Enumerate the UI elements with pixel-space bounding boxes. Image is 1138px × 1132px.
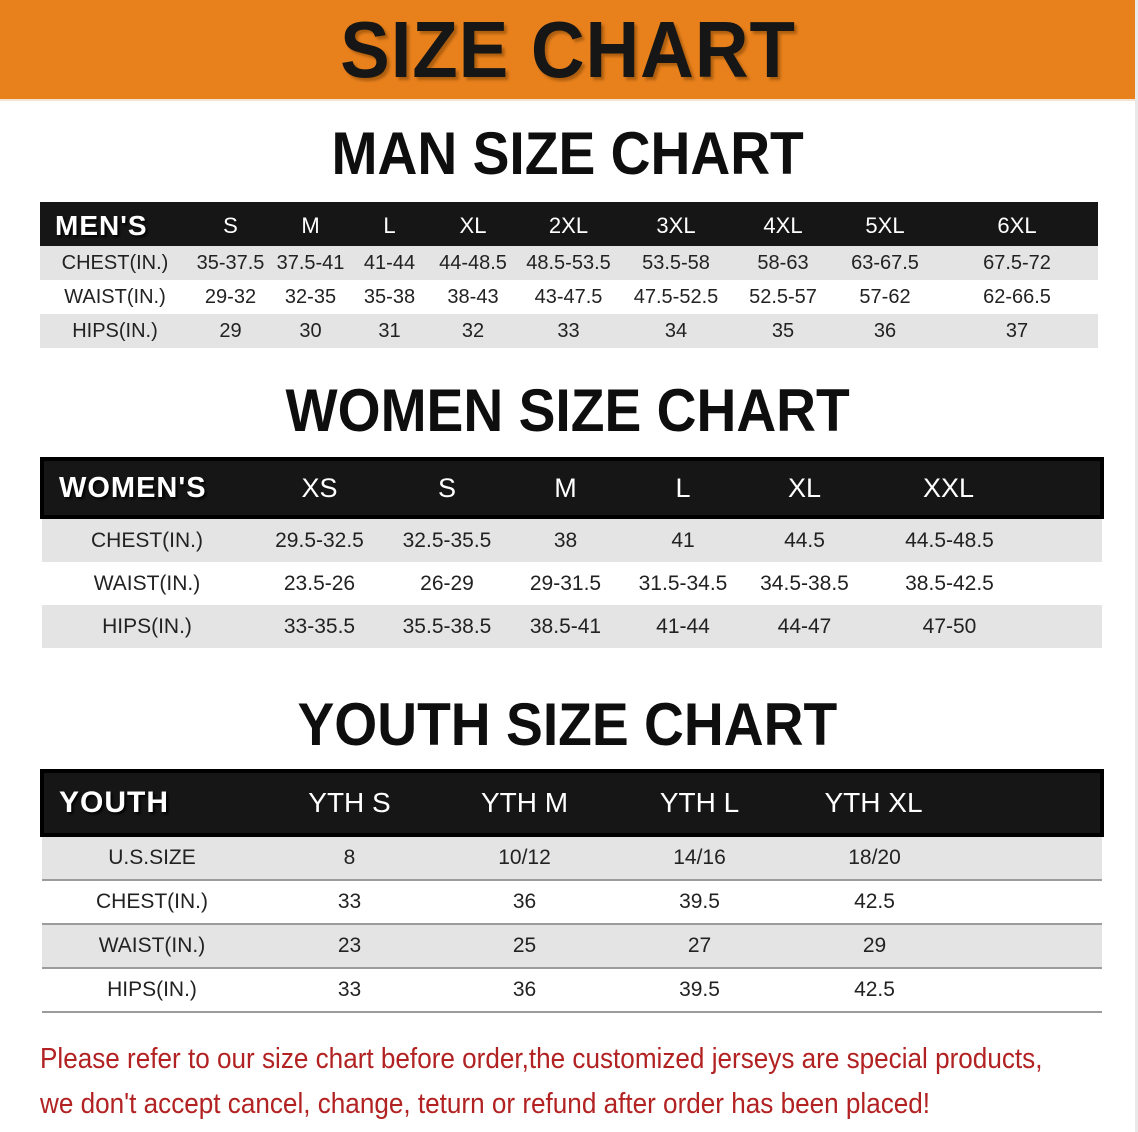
women-value-cell: 44.5: [742, 517, 867, 562]
disclaimer-line-2: we don't accept cancel, change, teturn or refund after order has been placed!: [40, 1087, 931, 1120]
men-value-cell: 34: [620, 314, 732, 348]
women-column-header: XL: [742, 459, 867, 517]
men-row: [40, 314, 1098, 348]
men-section-heading-text: MAN SIZE CHART: [331, 120, 804, 187]
men-value-cell: 41-44: [350, 246, 429, 280]
men-column-header: S: [190, 204, 271, 246]
men-value-cell: 36: [834, 314, 936, 348]
women-group-label: WOMEN'S: [42, 459, 252, 517]
youth-size-table: [40, 769, 1104, 1013]
men-column-header: L: [350, 204, 429, 246]
men-value-cell: 63-67.5: [834, 246, 936, 280]
women-header-row: [42, 459, 1102, 517]
youth-value-cell: 23: [262, 924, 437, 968]
disclaimer-line-1: Please refer to our size chart before order,the customized jerseys are special products,: [40, 1043, 1043, 1075]
youth-value-cell: 10/12: [437, 835, 612, 880]
women-row-label: HIPS(IN.): [42, 605, 252, 648]
men-value-cell: 67.5-72: [936, 246, 1098, 280]
women-value-cell: 41: [624, 517, 742, 562]
men-value-cell: 43-47.5: [534, 285, 603, 308]
men-value-cell: 44-48.5: [429, 246, 517, 280]
men-column-header: 2XL: [517, 204, 620, 246]
youth-value-cell: 29: [787, 924, 1102, 968]
youth-value-cell: 25: [437, 924, 612, 968]
women-row: [42, 562, 1102, 605]
youth-row-label: HIPS(IN.): [42, 968, 262, 1012]
women-value-cell: 44.5-48.5: [867, 517, 1102, 562]
youth-value-cell: 39.5: [612, 968, 787, 1012]
women-value-cell: 41-44: [624, 605, 742, 648]
men-column-header: 5XL: [834, 204, 936, 246]
women-value-cell: 29.5-32.5: [252, 517, 387, 562]
men-row-label: WAIST(IN.): [64, 285, 166, 308]
women-value-cell: 23.5-26: [283, 571, 356, 595]
women-section-heading: [0, 377, 1135, 444]
men-value-cell: 29: [190, 314, 271, 348]
men-value-cell: 37: [936, 314, 1098, 348]
youth-value-cell: 42.5: [787, 880, 1102, 924]
women-column-header: L: [624, 459, 742, 517]
youth-group-label: YOUTH: [42, 771, 262, 835]
men-value-cell: 30: [271, 314, 350, 348]
men-row: [40, 280, 1098, 314]
men-column-header: M: [271, 204, 350, 246]
youth-row-label: CHEST(IN.): [42, 880, 262, 924]
women-value-cell: 31.5-34.5: [638, 571, 728, 595]
men-value-cell: 35-37.5: [190, 246, 271, 280]
women-column-header: XS: [252, 459, 387, 517]
youth-value-cell: 18/20: [787, 835, 1102, 880]
men-value-cell: 32: [429, 314, 517, 348]
youth-header-row: [42, 771, 1102, 835]
men-section-heading: [0, 120, 1135, 187]
men-value-cell: 35: [732, 314, 834, 348]
women-row-label: CHEST(IN.): [42, 517, 252, 562]
women-column-header: XXL: [867, 459, 1102, 517]
size-chart-banner: [0, 0, 1135, 101]
men-value-cell: 48.5-53.5: [517, 246, 620, 280]
women-row: [42, 517, 1102, 562]
men-value-cell: 38-43: [447, 285, 499, 308]
women-column-header: M: [507, 459, 624, 517]
youth-value-cell: 36: [437, 968, 612, 1012]
youth-value-cell: 27: [612, 924, 787, 968]
women-value-cell: 38: [507, 517, 624, 562]
women-value-cell: 47-50: [867, 605, 1102, 648]
women-column-header: S: [387, 459, 507, 517]
men-value-cell: 62-66.5: [983, 285, 1051, 308]
youth-row-label: U.S.SIZE: [42, 835, 262, 880]
men-size-table: [40, 202, 1098, 348]
men-row-label: HIPS(IN.): [40, 314, 190, 348]
youth-section-heading: [0, 691, 1135, 758]
men-value-cell: 47.5-52.5: [633, 285, 719, 308]
men-column-header: 6XL: [936, 204, 1098, 246]
youth-column-header: YTH L: [612, 771, 787, 835]
men-value-cell: 29-32: [204, 285, 257, 308]
youth-value-cell: 33: [262, 968, 437, 1012]
women-value-cell: 38.5-41: [507, 605, 624, 648]
youth-column-header: YTH XL: [787, 771, 1102, 835]
youth-row: [42, 924, 1102, 968]
youth-section-heading-text: YOUTH SIZE CHART: [297, 691, 838, 758]
youth-column-header: YTH S: [262, 771, 437, 835]
men-value-cell: 52.5-57: [749, 285, 817, 308]
women-size-table: [40, 457, 1104, 648]
women-value-cell: 26-29: [420, 571, 474, 595]
women-value-cell: 34.5-38.5: [760, 571, 849, 595]
youth-value-cell: 14/16: [612, 835, 787, 880]
men-value-cell: 58-63: [732, 246, 834, 280]
men-header-row: [40, 204, 1098, 246]
men-value-cell: 32-35: [284, 285, 337, 308]
women-value-cell: 35.5-38.5: [387, 605, 507, 648]
men-column-header: 4XL: [732, 204, 834, 246]
youth-value-cell: 8: [262, 835, 437, 880]
youth-row-label: WAIST(IN.): [42, 924, 262, 968]
youth-row: [42, 880, 1102, 924]
youth-value-cell: 36: [437, 880, 612, 924]
men-value-cell: 53.5-58: [620, 246, 732, 280]
men-value-cell: 37.5-41: [271, 246, 350, 280]
women-value-cell: 32.5-35.5: [387, 517, 507, 562]
youth-row: [42, 968, 1102, 1012]
men-value-cell: 31: [350, 314, 429, 348]
youth-value-cell: 39.5: [612, 880, 787, 924]
women-value-cell: 38.5-42.5: [905, 571, 994, 595]
men-group-label: MEN'S: [40, 204, 190, 246]
youth-value-cell: 33: [262, 880, 437, 924]
women-section-heading-text: WOMEN SIZE CHART: [285, 377, 850, 444]
men-column-header: 3XL: [620, 204, 732, 246]
men-value-cell: 57-62: [859, 285, 911, 308]
men-row: [40, 246, 1098, 280]
order-disclaimer: [40, 1037, 1135, 1127]
banner-title: SIZE CHART: [339, 4, 796, 94]
men-value-cell: 33: [517, 314, 620, 348]
women-value-cell: 29-31.5: [529, 571, 602, 595]
youth-column-header: YTH M: [437, 771, 612, 835]
youth-value-cell: 42.5: [787, 968, 1102, 1012]
men-value-cell: 35-38: [363, 285, 416, 308]
women-row-label: WAIST(IN.): [93, 571, 201, 595]
men-row-label: CHEST(IN.): [40, 246, 190, 280]
women-row: [42, 605, 1102, 648]
women-value-cell: 44-47: [742, 605, 867, 648]
youth-row: [42, 835, 1102, 880]
women-value-cell: 33-35.5: [252, 605, 387, 648]
men-column-header: XL: [429, 204, 517, 246]
